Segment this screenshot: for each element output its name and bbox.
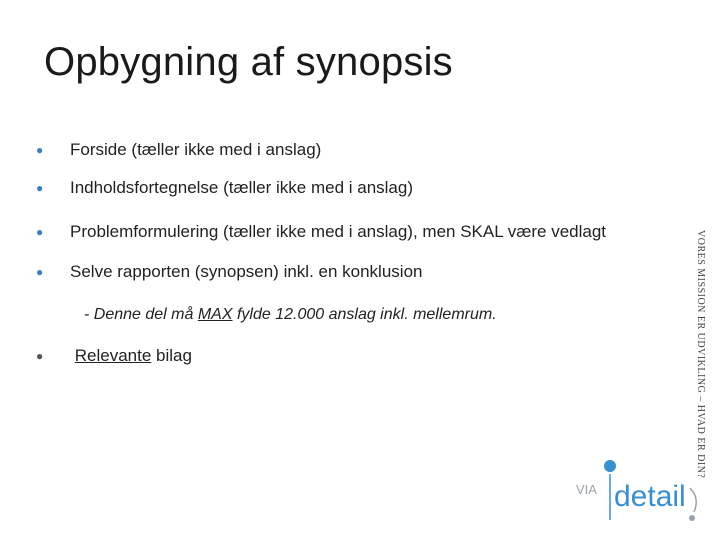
bullet-icon: ● bbox=[36, 181, 44, 195]
logo-swoosh bbox=[690, 488, 696, 512]
note-prefix: - Denne del må bbox=[84, 306, 198, 323]
bullet-text: Problemformulering (tæller ikke med i anslag), men SKAL være vedlagt bbox=[70, 222, 607, 241]
bullet-item-forside bbox=[36, 140, 321, 160]
note-text bbox=[84, 306, 497, 324]
bullet-rest: bilag bbox=[151, 346, 192, 365]
bullet-icon: ● bbox=[36, 143, 44, 157]
slide-title: Opbygning af synopsis bbox=[44, 40, 453, 84]
bullet-item-rapport bbox=[36, 262, 422, 282]
bullet-item-indholdsfortegnelse bbox=[36, 178, 413, 198]
via-detail-logo bbox=[572, 458, 712, 528]
underlined-word: Relevante bbox=[74, 346, 152, 365]
bullet-icon: ● bbox=[36, 265, 44, 279]
note-emphasis: MAX bbox=[197, 306, 233, 323]
logo-dot bbox=[604, 460, 616, 472]
logo-small-dot bbox=[689, 515, 695, 521]
bullet-text: Indholdsfortegnelse (tæller ikke med i anslag) bbox=[70, 178, 414, 197]
bullet-icon: ● bbox=[36, 225, 44, 239]
bullet-item-problemformulering bbox=[36, 222, 606, 242]
bullet-text bbox=[70, 346, 192, 366]
logo-main-text: detail bbox=[614, 480, 686, 513]
note-suffix: fylde 12.000 anslag inkl. mellemrum. bbox=[232, 306, 497, 323]
logo-small-text: VIA bbox=[576, 482, 597, 497]
bullet-item-bilag bbox=[36, 346, 192, 366]
vertical-mission-text: VORES MISSION ER UDVIKLING – HVAD ER DIN? bbox=[695, 230, 706, 479]
bullet-icon: ● bbox=[36, 349, 44, 363]
bullet-text: Selve rapporten (synopsen) inkl. en konklusion bbox=[70, 262, 423, 281]
bullet-text: Forside (tæller ikke med i anslag) bbox=[70, 140, 322, 159]
